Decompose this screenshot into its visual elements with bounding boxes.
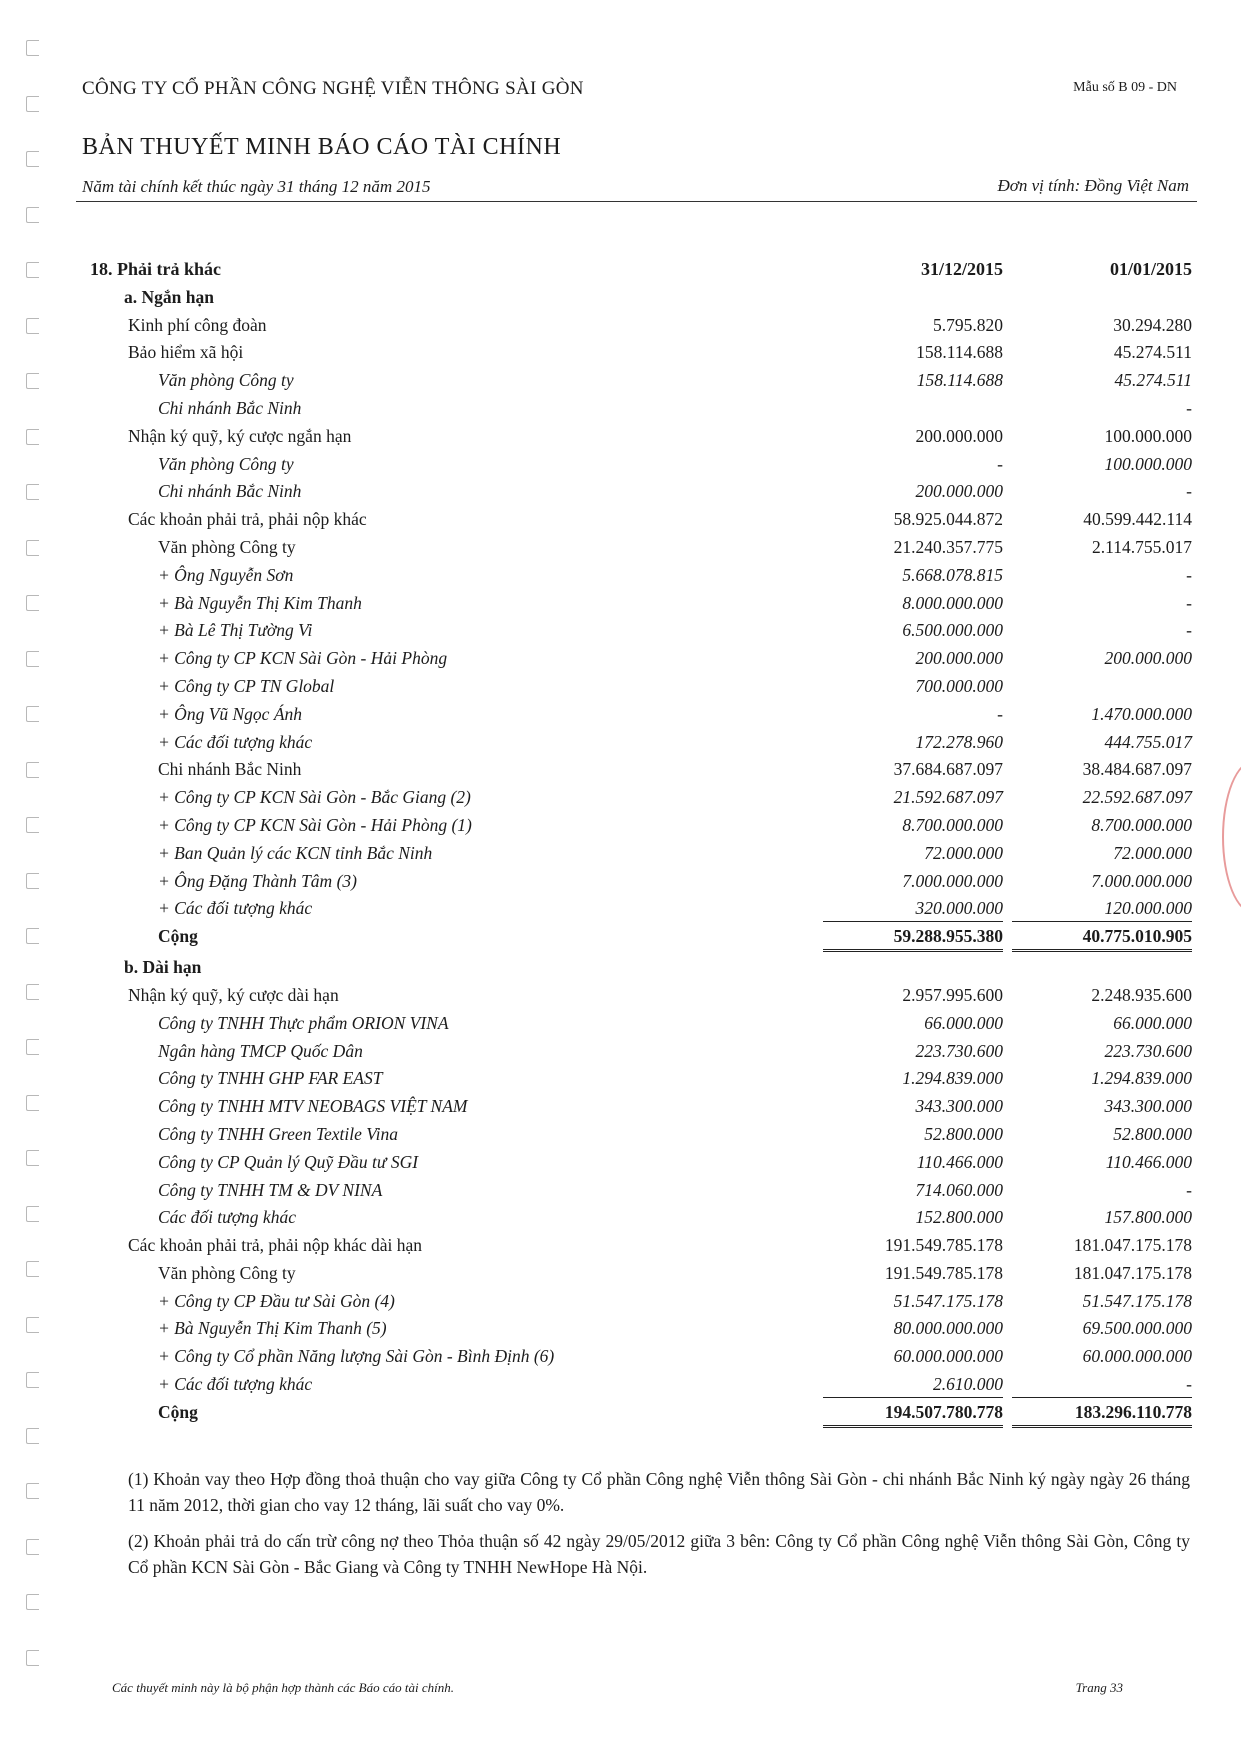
binder-hole [26,873,39,889]
row-label: Kinh phí công đoàn [128,314,267,335]
row-label: + Công ty CP KCN Sài Gòn - Bắc Giang (2) [158,787,471,808]
value-2015-end: 110.466.000 [916,1151,1003,1172]
value-2015-end: 700.000.000 [915,675,1003,696]
total-row [90,923,1200,954]
value-2015-start: - [1186,620,1192,641]
col-header-2015-end: 31/12/2015 [920,259,1003,279]
value-2015-end: 1.294.839.000 [902,1068,1003,1089]
table-row [90,478,1200,506]
value-2015-end: 191.549.785.178 [884,1235,1003,1256]
header-divider [76,201,1197,202]
value-2015-start: - [1012,1371,1192,1398]
value-2015-start: - [1186,564,1192,585]
value-2015-end: 51.547.175.178 [893,1290,1003,1311]
binder-holes [26,40,42,1720]
value-2015-start: 66.000.000 [1113,1012,1192,1033]
binder-hole [26,706,39,722]
table-row [90,840,1200,868]
footer-note: Các thuyết minh này là bộ phận hợp thành các Báo cáo tài chính. [112,1680,454,1695]
table-row [90,1288,1200,1316]
value-2015-end: 60.000.000.000 [893,1346,1003,1367]
table-row [90,1371,1200,1399]
col-header-2015-start: 01/01/2015 [1109,259,1192,279]
row-label: Văn phòng Công ty [158,536,296,557]
table-row [90,1260,1200,1288]
binder-hole [26,151,39,167]
row-label: Bảo hiểm xã hội [128,342,244,363]
table-row [90,1010,1200,1038]
value-2015-start: 22.592.687.097 [1082,787,1192,808]
value-2015-end: 2.957.995.600 [902,984,1003,1005]
table-row [90,562,1200,590]
value-2015-start: 343.300.000 [1104,1096,1192,1117]
value-2015-end: 223.730.600 [915,1040,1003,1061]
table-body [90,284,1200,1430]
row-label: Chi nhánh Bắc Ninh [158,759,302,780]
form-code: Mẫu số B 09 - DN [1073,80,1177,95]
table-row [90,423,1200,451]
value-2015-end: - [997,453,1003,474]
value-2015-start: 100.000.000 [1104,425,1192,446]
row-label: + Ban Quản lý các KCN tỉnh Bắc Ninh [158,842,433,863]
value-2015-start: 69.500.000.000 [1082,1318,1192,1339]
table-row [90,1315,1200,1343]
footnote-1: (1) Khoản vay theo Hợp đồng thoả thuận cho vay giữa Công ty Cổ phần Công nghệ Viễn thông Sài Gòn - chi nhánh Bắc Ninh ký ngày ngày 26 tháng 11 năm 2012, thời gian cho vay 12 tháng, lãi suất cho vay 0%. [128,1469,1190,1515]
row-label: Chi nhánh Bắc Ninh [158,397,302,418]
table-row [90,312,1200,340]
table-row [90,701,1200,729]
table-row [90,645,1200,673]
value-2015-start: 45.274.511 [1114,370,1192,391]
table-row [90,954,1200,982]
binder-hole [26,1594,39,1610]
row-label: + Các đối tượng khác [158,898,313,919]
table-row [90,1121,1200,1149]
row-label: Cộng [158,926,198,947]
value-2015-start: 40.599.442.114 [1083,509,1192,530]
row-label: + Công ty CP Đầu tư Sài Gòn (4) [158,1290,395,1311]
value-2015-end: 343.300.000 [915,1096,1003,1117]
table-row [90,367,1200,395]
row-label: Công ty TNHH TM & DV NINA [158,1179,383,1200]
binder-hole [26,207,39,223]
value-2015-start: 157.800.000 [1104,1207,1192,1228]
table-row [90,1232,1200,1260]
table-row [90,506,1200,534]
footnote-2: (2) Khoản phải trả do cấn trừ công nợ theo Thỏa thuận số 42 ngày 29/05/2012 giữa 3 bên: Công ty Cổ phần Công nghệ Viễn thông Sài Gòn, Công ty Cổ phần KCN Sài Gòn - Bắc Giang và Công ty TNHH NewHope Hà Nội. [128,1531,1190,1577]
value-2015-start: 7.000.000.000 [1091,870,1192,891]
row-label: Văn phòng Công ty [158,1262,296,1283]
row-label: Công ty CP Quản lý Quỹ Đầu tư SGI [158,1151,419,1172]
value-2015-end: 21.592.687.097 [893,787,1003,808]
row-label: + Các đối tượng khác [158,731,313,752]
row-label: Văn phòng Công ty [158,453,294,474]
binder-hole [26,1539,39,1555]
binder-hole [26,484,39,500]
table-header [90,256,1200,284]
row-label: Công ty TNHH Green Textile Vina [158,1123,398,1144]
row-label: + Các đối tượng khác [158,1374,313,1395]
table-row [90,284,1200,312]
value-2015-end: 200.000.000 [915,481,1003,502]
value-2015-start: 38.484.687.097 [1082,759,1192,780]
binder-hole [26,1483,39,1499]
row-label: + Công ty CP KCN Sài Gòn - Hải Phòng [158,648,448,669]
binder-hole [26,1317,39,1333]
red-seal-stamp [1222,760,1241,914]
binder-hole [26,651,39,667]
value-2015-end: 6.500.000.000 [902,620,1003,641]
binder-hole [26,1095,39,1111]
value-2015-end: 194.507.780.778 [823,1399,1003,1428]
value-2015-start: 1.470.000.000 [1091,703,1192,724]
table-row [90,1065,1200,1093]
value-2015-end: 158.114.688 [916,342,1003,363]
row-label: Cộng [158,1401,198,1422]
row-label: + Công ty CP TN Global [158,675,335,696]
table-row [90,339,1200,367]
value-2015-end: 8.000.000.000 [902,592,1003,613]
row-label: b. Dài hạn [124,957,202,978]
binder-hole [26,762,39,778]
value-2015-start: 30.294.280 [1113,314,1192,335]
row-label: + Công ty Cổ phần Năng lượng Sài Gòn - Bình Định (6) [158,1346,555,1367]
value-2015-start: 8.700.000.000 [1091,814,1192,835]
value-2015-start: 181.047.175.178 [1073,1262,1192,1283]
binder-hole [26,262,39,278]
value-2015-start: 200.000.000 [1104,648,1192,669]
binder-hole [26,1150,39,1166]
row-label: + Ông Đặng Thành Tâm (3) [158,870,357,891]
table-row [90,1093,1200,1121]
binder-hole [26,595,39,611]
value-2015-end: 59.288.955.380 [823,923,1003,952]
table-row [90,673,1200,701]
row-label: Công ty TNHH GHP FAR EAST [158,1068,383,1089]
value-2015-end: 5.795.820 [933,314,1003,335]
value-2015-end: 158.114.688 [916,370,1003,391]
row-label: a. Ngắn hạn [124,286,214,307]
note-title: 18. Phải trả khác [90,259,222,279]
binder-hole [26,1428,39,1444]
total-row [90,1399,1200,1430]
value-2015-end: 66.000.000 [924,1012,1003,1033]
table-row [90,729,1200,757]
row-label: Các khoản phải trả, phải nộp khác dài hạn [128,1235,422,1256]
row-label: + Ông Nguyễn Sơn [158,564,294,585]
row-label: Các khoản phải trả, phải nộp khác [128,509,367,530]
value-2015-start: - [1186,397,1192,418]
value-2015-end: 80.000.000.000 [893,1318,1003,1339]
value-2015-start: 45.274.511 [1113,342,1192,363]
table-row [90,982,1200,1010]
value-2015-end: 8.700.000.000 [902,814,1003,835]
value-2015-end: 172.278.960 [915,731,1003,752]
fiscal-year: Năm tài chính kết thúc ngày 31 tháng 12 năm 2015 [82,177,431,196]
binder-hole [26,373,39,389]
row-label: Các đối tượng khác [158,1207,296,1228]
value-2015-start: 183.296.110.778 [1012,1399,1192,1428]
value-2015-start: 60.000.000.000 [1082,1346,1192,1367]
value-2015-start: 72.000.000 [1113,842,1192,863]
binder-hole [26,540,39,556]
value-2015-start: - [1186,1179,1192,1200]
value-2015-start: 51.547.175.178 [1082,1290,1192,1311]
value-2015-end: 320.000.000 [823,895,1003,922]
binder-hole [26,928,39,944]
binder-hole [26,1261,39,1277]
company-name: CÔNG TY CỔ PHẦN CÔNG NGHỆ VIỄN THÔNG SÀI GÒN [82,78,584,99]
row-label: + Bà Nguyễn Thị Kim Thanh (5) [158,1318,387,1339]
page-number: Trang 33 [1075,1680,1123,1695]
value-2015-end: 2.610.000 [823,1371,1003,1398]
value-2015-start: 444.755.017 [1104,731,1192,752]
value-2015-end: 7.000.000.000 [902,870,1003,891]
document-title: BẢN THUYẾT MINH BÁO CÁO TÀI CHÍNH [82,134,562,160]
value-2015-end: 5.668.078.815 [902,564,1003,585]
value-2015-start: 1.294.839.000 [1091,1068,1192,1089]
row-label: Chi nhánh Bắc Ninh [158,481,302,502]
table-row [90,756,1200,784]
value-2015-start: 110.466.000 [1105,1151,1192,1172]
payables-table [90,256,1200,1430]
value-2015-start: - [1186,481,1192,502]
value-2015-end: 37.684.687.097 [893,759,1003,780]
value-2015-start: 2.248.935.600 [1091,984,1192,1005]
value-2015-end: - [997,703,1003,724]
value-2015-start: 223.730.600 [1104,1040,1192,1061]
table-row [90,617,1200,645]
binder-hole [26,96,39,112]
row-label: Nhận ký quỹ, ký cược ngắn hạn [128,425,352,446]
row-label: + Bà Lê Thị Tường Vi [158,620,313,641]
value-2015-end: 200.000.000 [915,425,1003,446]
binder-hole [26,817,39,833]
value-2015-end: 714.060.000 [915,1179,1003,1200]
binder-hole [26,1650,39,1666]
binder-hole [26,984,39,1000]
table-row [90,784,1200,812]
table-row [90,1177,1200,1205]
row-label: Công ty TNHH MTV NEOBAGS VIỆT NAM [158,1096,468,1117]
table-row [90,868,1200,896]
table-row [90,812,1200,840]
row-label: + Bà Nguyễn Thị Kim Thanh [158,592,362,613]
value-2015-end: 200.000.000 [915,648,1003,669]
currency-unit: Đơn vị tính: Đồng Việt Nam [997,176,1189,195]
binder-hole [26,318,39,334]
table-row [90,1343,1200,1371]
value-2015-start: - [1186,592,1192,613]
table-row [90,1204,1200,1232]
binder-hole [26,1372,39,1388]
table-row [90,395,1200,423]
row-label: Văn phòng Công ty [158,370,294,391]
row-label: + Công ty CP KCN Sài Gòn - Hải Phòng (1) [158,814,472,835]
value-2015-end: 58.925.044.872 [893,509,1003,530]
binder-hole [26,1039,39,1055]
table-row [90,1149,1200,1177]
value-2015-start: 120.000.000 [1012,895,1192,922]
row-label: Ngân hàng TMCP Quốc Dân [158,1040,363,1061]
binder-hole [26,40,39,56]
row-label: Nhận ký quỹ, ký cược dài hạn [128,984,339,1005]
value-2015-end: 52.800.000 [924,1123,1003,1144]
row-label: + Ông Vũ Ngọc Ánh [158,703,303,724]
value-2015-end: 21.240.357.775 [893,536,1003,557]
binder-hole [26,1206,39,1222]
table-row [90,895,1200,923]
value-2015-start: 2.114.755.017 [1092,536,1192,557]
value-2015-start: 100.000.000 [1104,453,1192,474]
table-row [90,1038,1200,1066]
binder-hole [26,429,39,445]
table-row [90,590,1200,618]
value-2015-start: 40.775.010.905 [1012,923,1192,952]
value-2015-end: 72.000.000 [924,842,1003,863]
value-2015-end: 191.549.785.178 [884,1262,1003,1283]
row-label: Công ty TNHH Thực phẩm ORION VINA [158,1012,449,1033]
value-2015-start: 52.800.000 [1113,1123,1192,1144]
value-2015-end: 152.800.000 [915,1207,1003,1228]
table-row [90,534,1200,562]
table-row [90,451,1200,479]
value-2015-start: 181.047.175.178 [1073,1235,1192,1256]
